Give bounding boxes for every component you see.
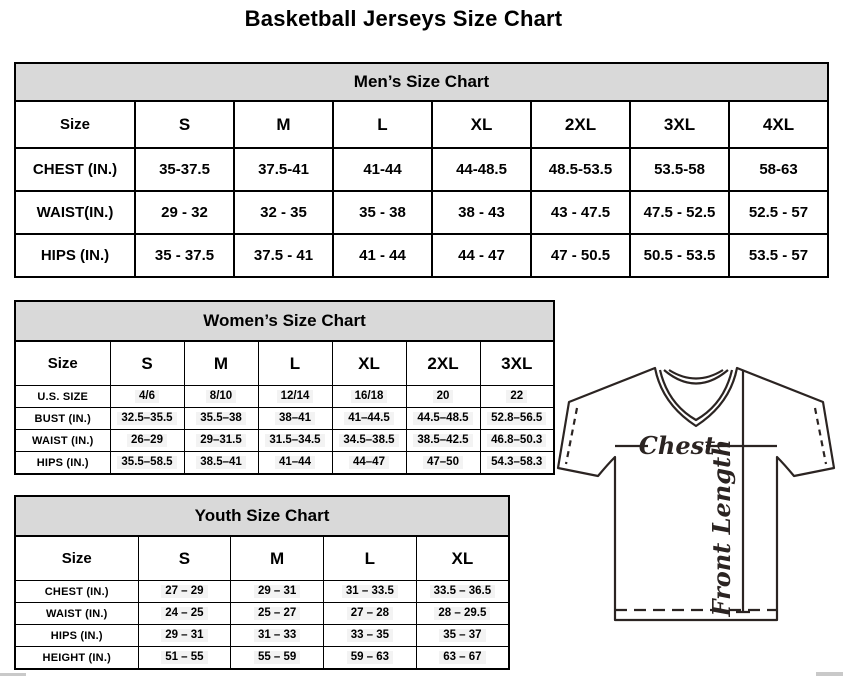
mens-table-title: Men’s Size Chart: [15, 63, 828, 101]
table-cell: 38 - 43: [432, 191, 531, 234]
table-cell: [416, 647, 509, 670]
table-cell: 52.5 - 57: [729, 191, 828, 234]
collar-back-arc-inner: [669, 370, 723, 379]
cell-value: 33.5 – 36.5: [430, 585, 496, 598]
table-cell: 41 - 44: [333, 234, 432, 277]
table-cell: 44 - 47: [432, 234, 531, 277]
table-cell: [258, 386, 332, 408]
table-cell: [231, 625, 324, 647]
cell-value: 38.5–41: [196, 456, 246, 469]
table-row: [15, 581, 509, 603]
table-cell: 53.5 - 57: [729, 234, 828, 277]
womens-size-table: [14, 300, 555, 475]
cell-value: 35.5–38: [196, 412, 246, 425]
scrollbar-fragment-left[interactable]: [0, 673, 26, 676]
table-cell: [184, 430, 258, 452]
column-header: 4XL: [729, 101, 828, 148]
scrollbar-fragment-right[interactable]: [816, 672, 843, 676]
table-row: [15, 148, 828, 191]
cell-value: 46.8–50.3: [487, 434, 546, 447]
jersey-outline-shape: [558, 368, 834, 620]
table-cell: [184, 386, 258, 408]
table-cell: [138, 603, 231, 625]
cell-value: 35.5–58.5: [117, 456, 176, 469]
table-cell: [332, 408, 406, 430]
table-cell: 53.5-58: [630, 148, 729, 191]
column-header: XL: [332, 341, 406, 386]
cell-value: 29–31.5: [196, 434, 246, 447]
column-header: 3XL: [480, 341, 554, 386]
table-cell: [110, 430, 184, 452]
row-header: U.S. SIZE: [15, 386, 110, 408]
table-cell: 43 - 47.5: [531, 191, 630, 234]
row-header: WAIST (IN.): [15, 603, 138, 625]
table-row: [15, 536, 509, 581]
youth-size-table: [14, 495, 510, 670]
table-cell: 47.5 - 52.5: [630, 191, 729, 234]
cell-value: 51 – 55: [161, 651, 207, 664]
row-header: HIPS (IN.): [15, 452, 110, 475]
row-header: CHEST (IN.): [15, 148, 135, 191]
table-cell: 29 - 32: [135, 191, 234, 234]
column-header: M: [231, 536, 324, 581]
cell-value: 44.5–48.5: [413, 412, 472, 425]
cell-value: 24 – 25: [161, 607, 207, 620]
row-header: HEIGHT (IN.): [15, 647, 138, 670]
table-cell: [416, 581, 509, 603]
cell-value: 12/14: [277, 390, 314, 403]
table-cell: 35-37.5: [135, 148, 234, 191]
cell-value: 16/18: [351, 390, 388, 403]
table-row: [15, 386, 554, 408]
womens-table-title: Women’s Size Chart: [15, 301, 554, 341]
front-length-measure-line: [736, 370, 750, 612]
column-header: M: [184, 341, 258, 386]
table-cell: 37.5 - 41: [234, 234, 333, 277]
column-header: 2XL: [406, 341, 480, 386]
table-row: [15, 625, 509, 647]
cell-value: 38–41: [275, 412, 315, 425]
table-cell: [324, 603, 417, 625]
column-header: L: [333, 101, 432, 148]
table-cell: [110, 408, 184, 430]
table-cell: [258, 452, 332, 475]
cell-value: 27 – 28: [347, 607, 393, 620]
mens-size-table: [14, 62, 829, 278]
table-cell: 48.5-53.5: [531, 148, 630, 191]
cell-value: 32.5–35.5: [117, 412, 176, 425]
table-cell: 37.5-41: [234, 148, 333, 191]
table-row: [15, 191, 828, 234]
table-cell: [231, 647, 324, 670]
cell-value: 38.5–42.5: [413, 434, 472, 447]
column-header: Size: [15, 536, 138, 581]
cell-value: 44–47: [349, 456, 389, 469]
cell-value: 20: [433, 390, 454, 403]
table-cell: [138, 625, 231, 647]
front-length-label: Front Length: [707, 439, 736, 617]
table-cell: [231, 581, 324, 603]
cell-value: 41–44.5: [344, 412, 394, 425]
cell-value: 55 – 59: [254, 651, 300, 664]
table-cell: [324, 625, 417, 647]
cell-value: 33 – 35: [347, 629, 393, 642]
table-cell: [231, 603, 324, 625]
table-cell: [184, 452, 258, 475]
table-row: [15, 408, 554, 430]
table-cell: [324, 581, 417, 603]
table-cell: 50.5 - 53.5: [630, 234, 729, 277]
table-cell: [332, 386, 406, 408]
column-header: L: [324, 536, 417, 581]
cell-value: 31 – 33: [254, 629, 300, 642]
cell-value: 28 – 29.5: [434, 607, 490, 620]
cell-value: 22: [506, 390, 527, 403]
cell-value: 31 – 33.5: [342, 585, 398, 598]
column-header: S: [135, 101, 234, 148]
table-cell: [138, 581, 231, 603]
table-cell: [480, 386, 554, 408]
row-header: WAIST(IN.): [15, 191, 135, 234]
table-cell: [324, 647, 417, 670]
table-row: [15, 63, 828, 101]
row-header: HIPS (IN.): [15, 625, 138, 647]
table-row: [15, 341, 554, 386]
column-header: Size: [15, 101, 135, 148]
cell-value: 8/10: [206, 390, 236, 403]
table-cell: [406, 452, 480, 475]
table-cell: [416, 625, 509, 647]
table-cell: [258, 408, 332, 430]
row-header: WAIST (IN.): [15, 430, 110, 452]
table-cell: 58-63: [729, 148, 828, 191]
column-header: S: [138, 536, 231, 581]
table-row: [15, 101, 828, 148]
cell-value: 52.8–56.5: [487, 412, 546, 425]
table-cell: [110, 452, 184, 475]
cell-value: 41–44: [275, 456, 315, 469]
row-header: CHEST (IN.): [15, 581, 138, 603]
table-cell: [480, 452, 554, 475]
table-cell: [138, 647, 231, 670]
table-cell: [406, 386, 480, 408]
cell-value: 59 – 63: [347, 651, 393, 664]
table-cell: [184, 408, 258, 430]
table-cell: [332, 430, 406, 452]
table-cell: [416, 603, 509, 625]
table-row: [15, 603, 509, 625]
table-cell: [406, 430, 480, 452]
column-header: XL: [416, 536, 509, 581]
row-header: HIPS (IN.): [15, 234, 135, 277]
cell-value: 35 – 37: [439, 629, 485, 642]
column-header: Size: [15, 341, 110, 386]
table-cell: [110, 386, 184, 408]
table-cell: [480, 408, 554, 430]
table-cell: [480, 430, 554, 452]
cell-value: 47–50: [423, 456, 463, 469]
column-header: 2XL: [531, 101, 630, 148]
youth-table-title: Youth Size Chart: [15, 496, 509, 536]
cell-value: 63 – 67: [439, 651, 485, 664]
table-row: [15, 496, 509, 536]
table-row: [15, 452, 554, 475]
table-row: [15, 234, 828, 277]
table-cell: 35 - 37.5: [135, 234, 234, 277]
row-header: BUST (IN.): [15, 408, 110, 430]
table-row: [15, 430, 554, 452]
cell-value: 31.5–34.5: [265, 434, 324, 447]
column-header: L: [258, 341, 332, 386]
chest-label: Chest: [638, 431, 716, 460]
cell-value: 29 – 31: [254, 585, 300, 598]
table-cell: [258, 430, 332, 452]
cell-value: 25 – 27: [254, 607, 300, 620]
cell-value: 54.3–58.3: [487, 456, 546, 469]
table-cell: [406, 408, 480, 430]
column-header: 3XL: [630, 101, 729, 148]
table-cell: 41-44: [333, 148, 432, 191]
column-header: XL: [432, 101, 531, 148]
column-header: M: [234, 101, 333, 148]
page-title: Basketball Jerseys Size Chart: [244, 6, 563, 31]
cell-value: 4/6: [135, 390, 159, 403]
table-cell: 47 - 50.5: [531, 234, 630, 277]
jersey-measurement-diagram: [556, 360, 842, 666]
cell-value: 27 – 29: [161, 585, 207, 598]
cell-value: 29 – 31: [161, 629, 207, 642]
cell-value: 26–29: [127, 434, 167, 447]
table-cell: 44-48.5: [432, 148, 531, 191]
table-cell: 35 - 38: [333, 191, 432, 234]
cell-value: 34.5–38.5: [339, 434, 398, 447]
table-cell: 32 - 35: [234, 191, 333, 234]
column-header: S: [110, 341, 184, 386]
table-row: [15, 647, 509, 670]
table-cell: [332, 452, 406, 475]
table-row: [15, 301, 554, 341]
